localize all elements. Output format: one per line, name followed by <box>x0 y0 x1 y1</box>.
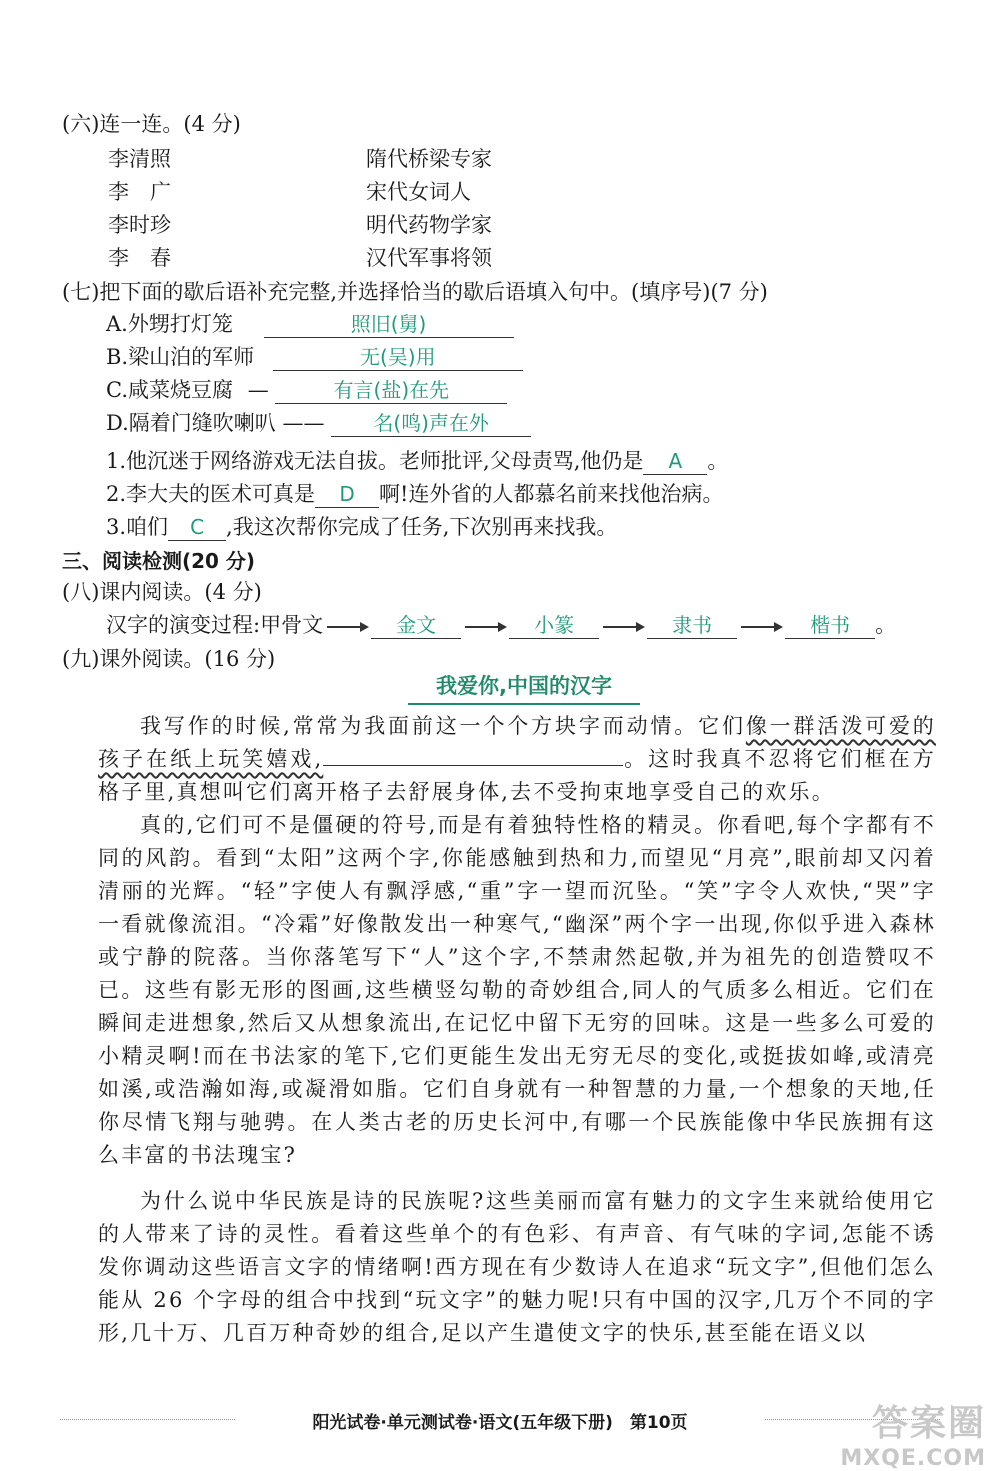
proverb-d-answer: 名(鸣)声在外 <box>331 410 531 437</box>
proverb-d-dash: —— <box>282 411 325 435</box>
article-title: 我爱你,中国的汉字 <box>408 670 640 705</box>
fill-q1-end: 。 <box>707 449 729 473</box>
fill-q1-answer: A <box>643 448 707 475</box>
proverb-d <box>106 407 531 437</box>
fill-q1 <box>106 445 728 475</box>
proverb-b-answer: 无(吴)用 <box>273 344 523 371</box>
fill-q3-answer: C <box>168 514 226 541</box>
sec8-heading: (八)课内阅读。(4 分) <box>62 580 262 604</box>
proverb-a-prefix: A.外甥打灯笼 <box>106 312 233 336</box>
match-left-4: 李 春 <box>108 246 171 270</box>
watermark-url: MXQE.COM <box>840 1446 986 1471</box>
fill-q2-text: 2.李大夫的医术可真是 <box>106 482 316 506</box>
evolution-lead: 汉字的演变过程:甲骨文 <box>106 613 324 637</box>
sec7-heading: (七)把下面的歇后语补充完整,并选择恰当的歇后语填入句中。(填序号)(7 分) <box>62 280 768 304</box>
p1-answer-blank[interactable] <box>323 745 623 766</box>
evolution-answer-1: 金文 <box>371 612 461 639</box>
proverb-a <box>106 308 514 338</box>
fill-q2 <box>106 478 723 508</box>
p1-text-a: 我写作的时候,常常为我面前这一个个方块字而动情。它们 <box>140 714 746 738</box>
sec9-heading: (九)课外阅读。(16 分) <box>62 647 276 671</box>
fill-q3 <box>106 511 617 541</box>
match-right-1: 隋代桥梁专家 <box>366 147 492 171</box>
evolution-line <box>106 609 896 639</box>
fill-q3-text: 3.咱们 <box>106 515 169 539</box>
match-left-2: 李 广 <box>108 180 171 204</box>
p1-text-b: 。这时我真不忍将它们框在方格子里,真想叫它们离开格子去舒展身体,去不受拘束地享受自己的欢乐。 <box>98 747 936 804</box>
match-right-3: 明代药物学家 <box>366 213 492 237</box>
fill-q1-text: 1.他沉迷于网络游戏无法自拔。老师批评,父母责骂,他仍是 <box>106 449 644 473</box>
arrow-icon <box>465 626 505 628</box>
proverb-c-prefix: C.咸菜烧豆腐 <box>106 378 233 402</box>
arrow-icon <box>603 626 643 628</box>
evolution-answer-3: 隶书 <box>647 612 737 639</box>
page-footer: 阳光试卷·单元测试卷·语文(五年级下册) 第10页 <box>60 1408 940 1433</box>
sec3-heading: 三、阅读检测(20 分) <box>62 549 256 573</box>
evolution-answer-4: 楷书 <box>785 612 875 639</box>
sec6-heading: (六)连一连。(4 分) <box>62 112 241 136</box>
proverb-c <box>106 374 507 404</box>
match-right-4: 汉代军事将领 <box>366 246 492 270</box>
proverb-b-prefix: B.梁山泊的军师 <box>106 345 255 369</box>
watermark-logo <box>816 1395 986 1471</box>
arrow-icon <box>327 626 367 628</box>
proverb-c-dash: — <box>247 378 269 402</box>
evolution-answer-2: 小篆 <box>509 612 599 639</box>
evolution-end: 。 <box>875 613 897 637</box>
proverb-c-answer: 有言(盐)在先 <box>275 377 507 404</box>
article-paragraph-2: 真的,它们可不是僵硬的符号,而是有着独特性格的精灵。你看吧,每个字都有不同的风韵。看到“太阳”这两个字,你能感触到热和力,而望见“月亮”,眼前却又闪着清丽的光辉。“轻”字使人有飘浮感,“重”字一望而沉坠。“笑”字令人欢快,“哭”字一看就像流泪。“冷霜”好像散发出一种寒气,“幽深”两个字一出现,你似乎进入森林或宁静的院落。当你落笔写下“人”这个字,不禁肃然起敬,并为祖先的创造赞叹不已。这些有影无形的图画,这些横竖勾勒的奇妙组合,同人的气质多么相近。它们在瞬间走进想象,然后又从想象流出,在记忆中留下无穷的回味。这是一些多么可爱的小精灵啊!而在书法家的笔下,它们更能生发出无穷无尽的变化,或挺拔如峰,或清亮如溪,或浩瀚如海,或凝滑如脂。它们自身就有一种智慧的力量,一个想象的天地,任你尽情飞翔与驰骋。在人类古老的历史长河中,有哪一个民族能像中华民族拥有这么丰富的书法瑰宝? <box>98 813 936 1167</box>
watermark-text: 答案圈 <box>871 1403 986 1444</box>
article-paragraph-1 <box>98 710 936 809</box>
match-left-3: 李时珍 <box>108 213 171 237</box>
proverb-a-answer: 照旧(舅) <box>264 311 514 338</box>
arrow-icon <box>741 626 781 628</box>
proverb-d-prefix: D.隔着门缝吹喇叭 <box>106 411 276 435</box>
fill-q2-answer: D <box>315 481 379 508</box>
fill-q3-end: ,我这次帮你完成了任务,下次别再来找我。 <box>226 515 618 539</box>
p1-wavy-text: 像一群活泼可爱的孩子在纸上玩笑嬉戏, <box>98 714 936 771</box>
article-paragraph-3: 为什么说中华民族是诗的民族呢?这些美丽而富有魅力的文字生来就给使用它的人带来了诗的灵性。看着这些单个的有色彩、有声音、有气味的字词,怎能不诱发你调动这些语言文字的情绪啊!西方现在有少数诗人在追求“玩文字”,但他们怎么能从 26 个字母的组合中找到“玩文字”的魅力呢!只有中国的汉字,几万个不同的字形,几十万、几百万种奇妙的组合,足以产生遣使文字的快乐,甚至能在语义以 <box>98 1189 936 1345</box>
proverb-b <box>106 341 523 371</box>
match-right-2: 宋代女词人 <box>366 180 471 204</box>
fill-q2-end: 啊!连外省的人都慕名前来找他治病。 <box>379 482 724 506</box>
match-left-1: 李清照 <box>108 147 171 171</box>
